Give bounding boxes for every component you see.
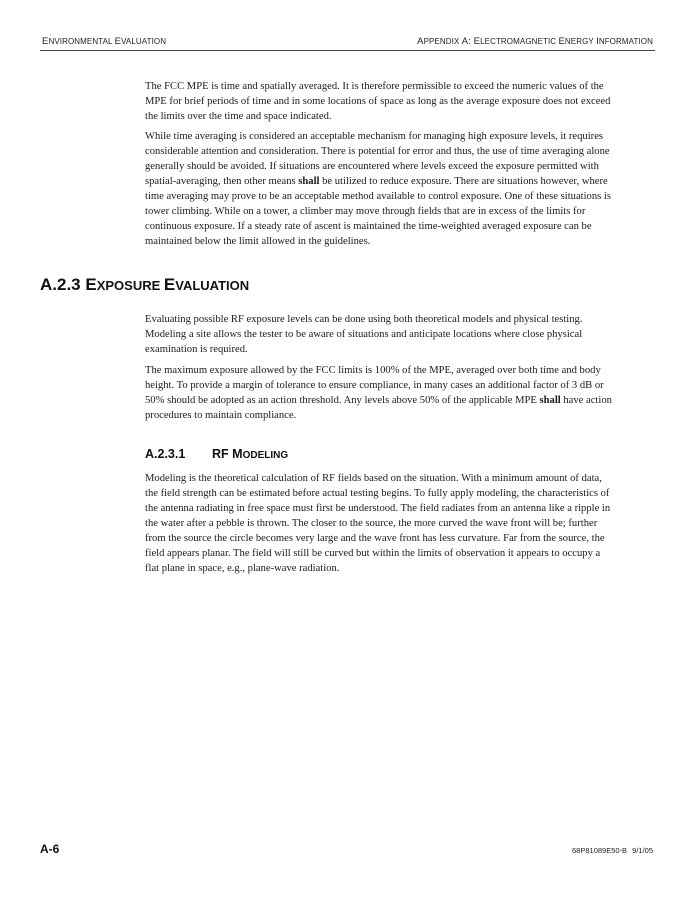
page-number: A-6 bbox=[40, 842, 60, 856]
paragraph-mpe-averaging: The FCC MPE is time and spatially averaged. It is therefore permissible to exceed the numeric values of the MPE for brief periods of time and in some locations of space as long as the average exposure does not exceed the limits over the time and space indicated. bbox=[145, 81, 611, 122]
header-rule bbox=[40, 50, 655, 51]
section-heading-exposure-evaluation: A.2.3 EXPOSURE EVALUATION bbox=[40, 275, 250, 294]
document-id: 68P81089E50-B 9/1/05 bbox=[572, 846, 653, 855]
paragraph-modeling: Modeling is the theoretical calculation of RF fields based on the situation. With a minimum amount of data, the field strength can be estimated before actual testing begins. To fully apply modeling, the characteristics of the antenna radiating in free space must first be understood. The field radiates from an antenna like a ripple in the water after a pebble is thrown. The closer to the source, the more curved the wave front will be; further from the source the circle becomes very large and the wave front has less curvature. Far from the source, the field appears planar. The field will still be curved but within the limits of observation it appears to occupy a flat plane in space, e.g., plane-wave radiation. bbox=[145, 473, 611, 574]
subsection-heading-rf-modeling: A.2.3.1 RF MODELING bbox=[145, 447, 289, 461]
running-header-right: APPENDIX A: ELECTROMAGNETIC ENERGY INFORMATION bbox=[417, 36, 653, 47]
running-header-left: ENVIRONMENTAL EVALUATION bbox=[42, 36, 167, 47]
paragraph-maximum-exposure: The maximum exposure allowed by the FCC limits is 100% of the MPE, averaged over both time and body height. To provide a margin of tolerance to ensure compliance, in many cases an additional factor of 3 dB or 50% should be adopted as an action threshold. Any levels above 50% of the applicable MPE shall have action procedures to maintain compliance. bbox=[145, 365, 612, 421]
paragraph-evaluating-levels: Evaluating possible RF exposure levels can be done using both theoretical models and physical testing. Modeling a site allows the tester to be aware of situations and anticipate locations where close physical examination is required. bbox=[145, 314, 583, 355]
paragraph-time-averaging: While time averaging is considered an acceptable mechanism for managing high exposure levels, it requires considerable attention and consideration. There is potential for error and thus, the use of time averaging alone generally should be avoided. If situations are encountered where levels exceed the exposure permitted with spatial-averaging, then other means shall be utilized to reduce exposure. There are situations however, where time averaging may prove to be an acceptable method available to control exposure. One of these situations is tower climbing. While on a tower, a climber may move through fields that are in excess of the limits for continuous exposure. If a steady rate of ascent is maintained the time-weighted averaged exposure can be maintained below the limit allowed in the guidelines. bbox=[145, 131, 611, 247]
